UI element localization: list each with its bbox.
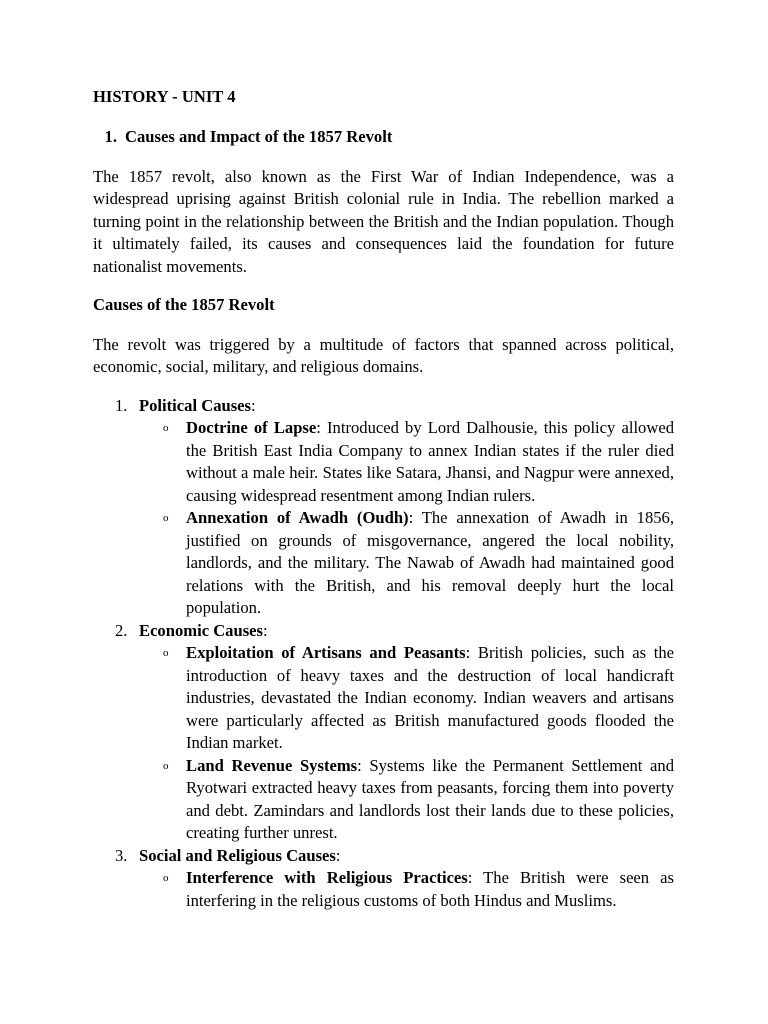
cause-number: 3. <box>115 845 128 865</box>
bullet-icon: o <box>163 872 169 884</box>
point-text: : The British were seen as interfering in the religious customs of both Hindus and Muslims. <box>186 868 675 910</box>
point-text: : The annexation of Awadh in 1856, justified on grounds of misgovernance, angered the local nobility, landlords, and the military. The Nawab of Awadh had maintained good relations with the British, and his removal deeply hurt the local population. <box>186 508 674 617</box>
point-term: Annexation of Awadh (Oudh) <box>186 508 409 527</box>
intro-paragraph: The 1857 revolt, also known as the First War of Indian Independence, was a widespread uprising against British colonial rule in India. The rebellion marked a turning point in the relationship between the British and the Indian population. Though it ultimately failed, its causes and consequences laid the foundation for future nationalist movements. <box>93 166 674 276</box>
point-term: Interference with Religious Practices <box>186 868 468 887</box>
bullet-icon: o <box>163 759 169 772</box>
point-term: Exploitation of Artisans and Peasants <box>186 643 466 662</box>
point-item <box>139 755 674 845</box>
bullet-icon: o <box>163 647 169 659</box>
point-text: : Systems like the Permanent Settlement and Ryotwari extracted heavy taxes from peasants, forcing them into poverty and debt. Zamindars and landlords lost their lands due to these policies, creating further unrest. <box>186 755 675 842</box>
cause-title: Political Causes <box>139 395 251 415</box>
section-heading <box>93 126 674 149</box>
point-item <box>139 867 674 912</box>
point-item <box>139 507 674 620</box>
point-term: Land Revenue Systems <box>186 755 358 775</box>
causes-intro-paragraph: The revolt was triggered by a multitude of factors that spanned across political, economic, social, military, and religious domains. <box>93 334 674 376</box>
point-term: Doctrine of Lapse <box>186 418 317 437</box>
cause-item-economic: 2. Economic Causes: o Exploitation of Artisans and Peasants: British policies, such as the introduction of heavy taxes and the destruction of local handicraft industries, devastated the Indian economy. Indian weavers and artisans were particularly affected as British manufactured goods flooded the Indian market. o Land Revenue Systems: Systems like the Permanent Settlement and Ryotwari extracted heavy taxes from peasants, forcing them into poverty and debt. Zamindars and landlords lost their lands due to these policies, creating further unrest. <box>93 620 674 845</box>
point-item <box>139 642 674 755</box>
section-title: Causes and Impact of the 1857 Revolt <box>125 127 393 146</box>
causes-list <box>93 395 674 913</box>
bullet-icon: o <box>163 422 169 434</box>
cause-item-social-religious: 3. Social and Religious Causes: o Interference with Religious Practices: The British were seen as interfering in the religious customs of both Hindus and Muslims. <box>93 845 674 913</box>
point-item <box>139 417 674 507</box>
bullet-icon: o <box>163 512 169 524</box>
point-text: : British policies, such as the introduction of heavy taxes and the destruction of local handicraft industries, devastated the Indian economy. Indian weavers and artisans were particularly affected as British manufactured goods flooded the Indian market. <box>186 643 674 752</box>
cause-title: Economic Causes <box>139 620 263 640</box>
point-text: : Introduced by Lord Dalhousie, this policy allowed the British East India Company to annex Indian states if the ruler died without a male heir. States like Satara, Jhansi, and Nagpur were annexed, causing widespread resentment among Indian rulers. <box>186 418 674 505</box>
cause-points <box>139 642 674 845</box>
causes-heading: Causes of the 1857 Revolt <box>93 295 275 314</box>
cause-title: Social and Religious Causes <box>139 845 336 865</box>
document-body <box>93 86 674 912</box>
cause-number: 1. <box>115 395 128 415</box>
section-number: 1. <box>104 127 117 146</box>
cause-points <box>139 417 674 620</box>
cause-number: 2. <box>115 620 128 640</box>
cause-points <box>139 867 674 912</box>
document-title: HISTORY - UNIT 4 <box>93 87 236 106</box>
cause-item-political: 1. Political Causes: o Doctrine of Lapse: Introduced by Lord Dalhousie, this policy allowed the British East India Company to annex Indian states if the ruler died without a male heir. States like Satara, Jhansi, and Nagpur were annexed, causing widespread resentment among Indian rulers. o Annexation of Awadh (Oudh): The annexation of Awadh in 1856, justified on grounds of misgovernance, angered the local nobility, landlords, and the military. The Nawab of Awadh had maintained good relations with the British, and his removal deeply hurt the local population. <box>93 395 674 620</box>
